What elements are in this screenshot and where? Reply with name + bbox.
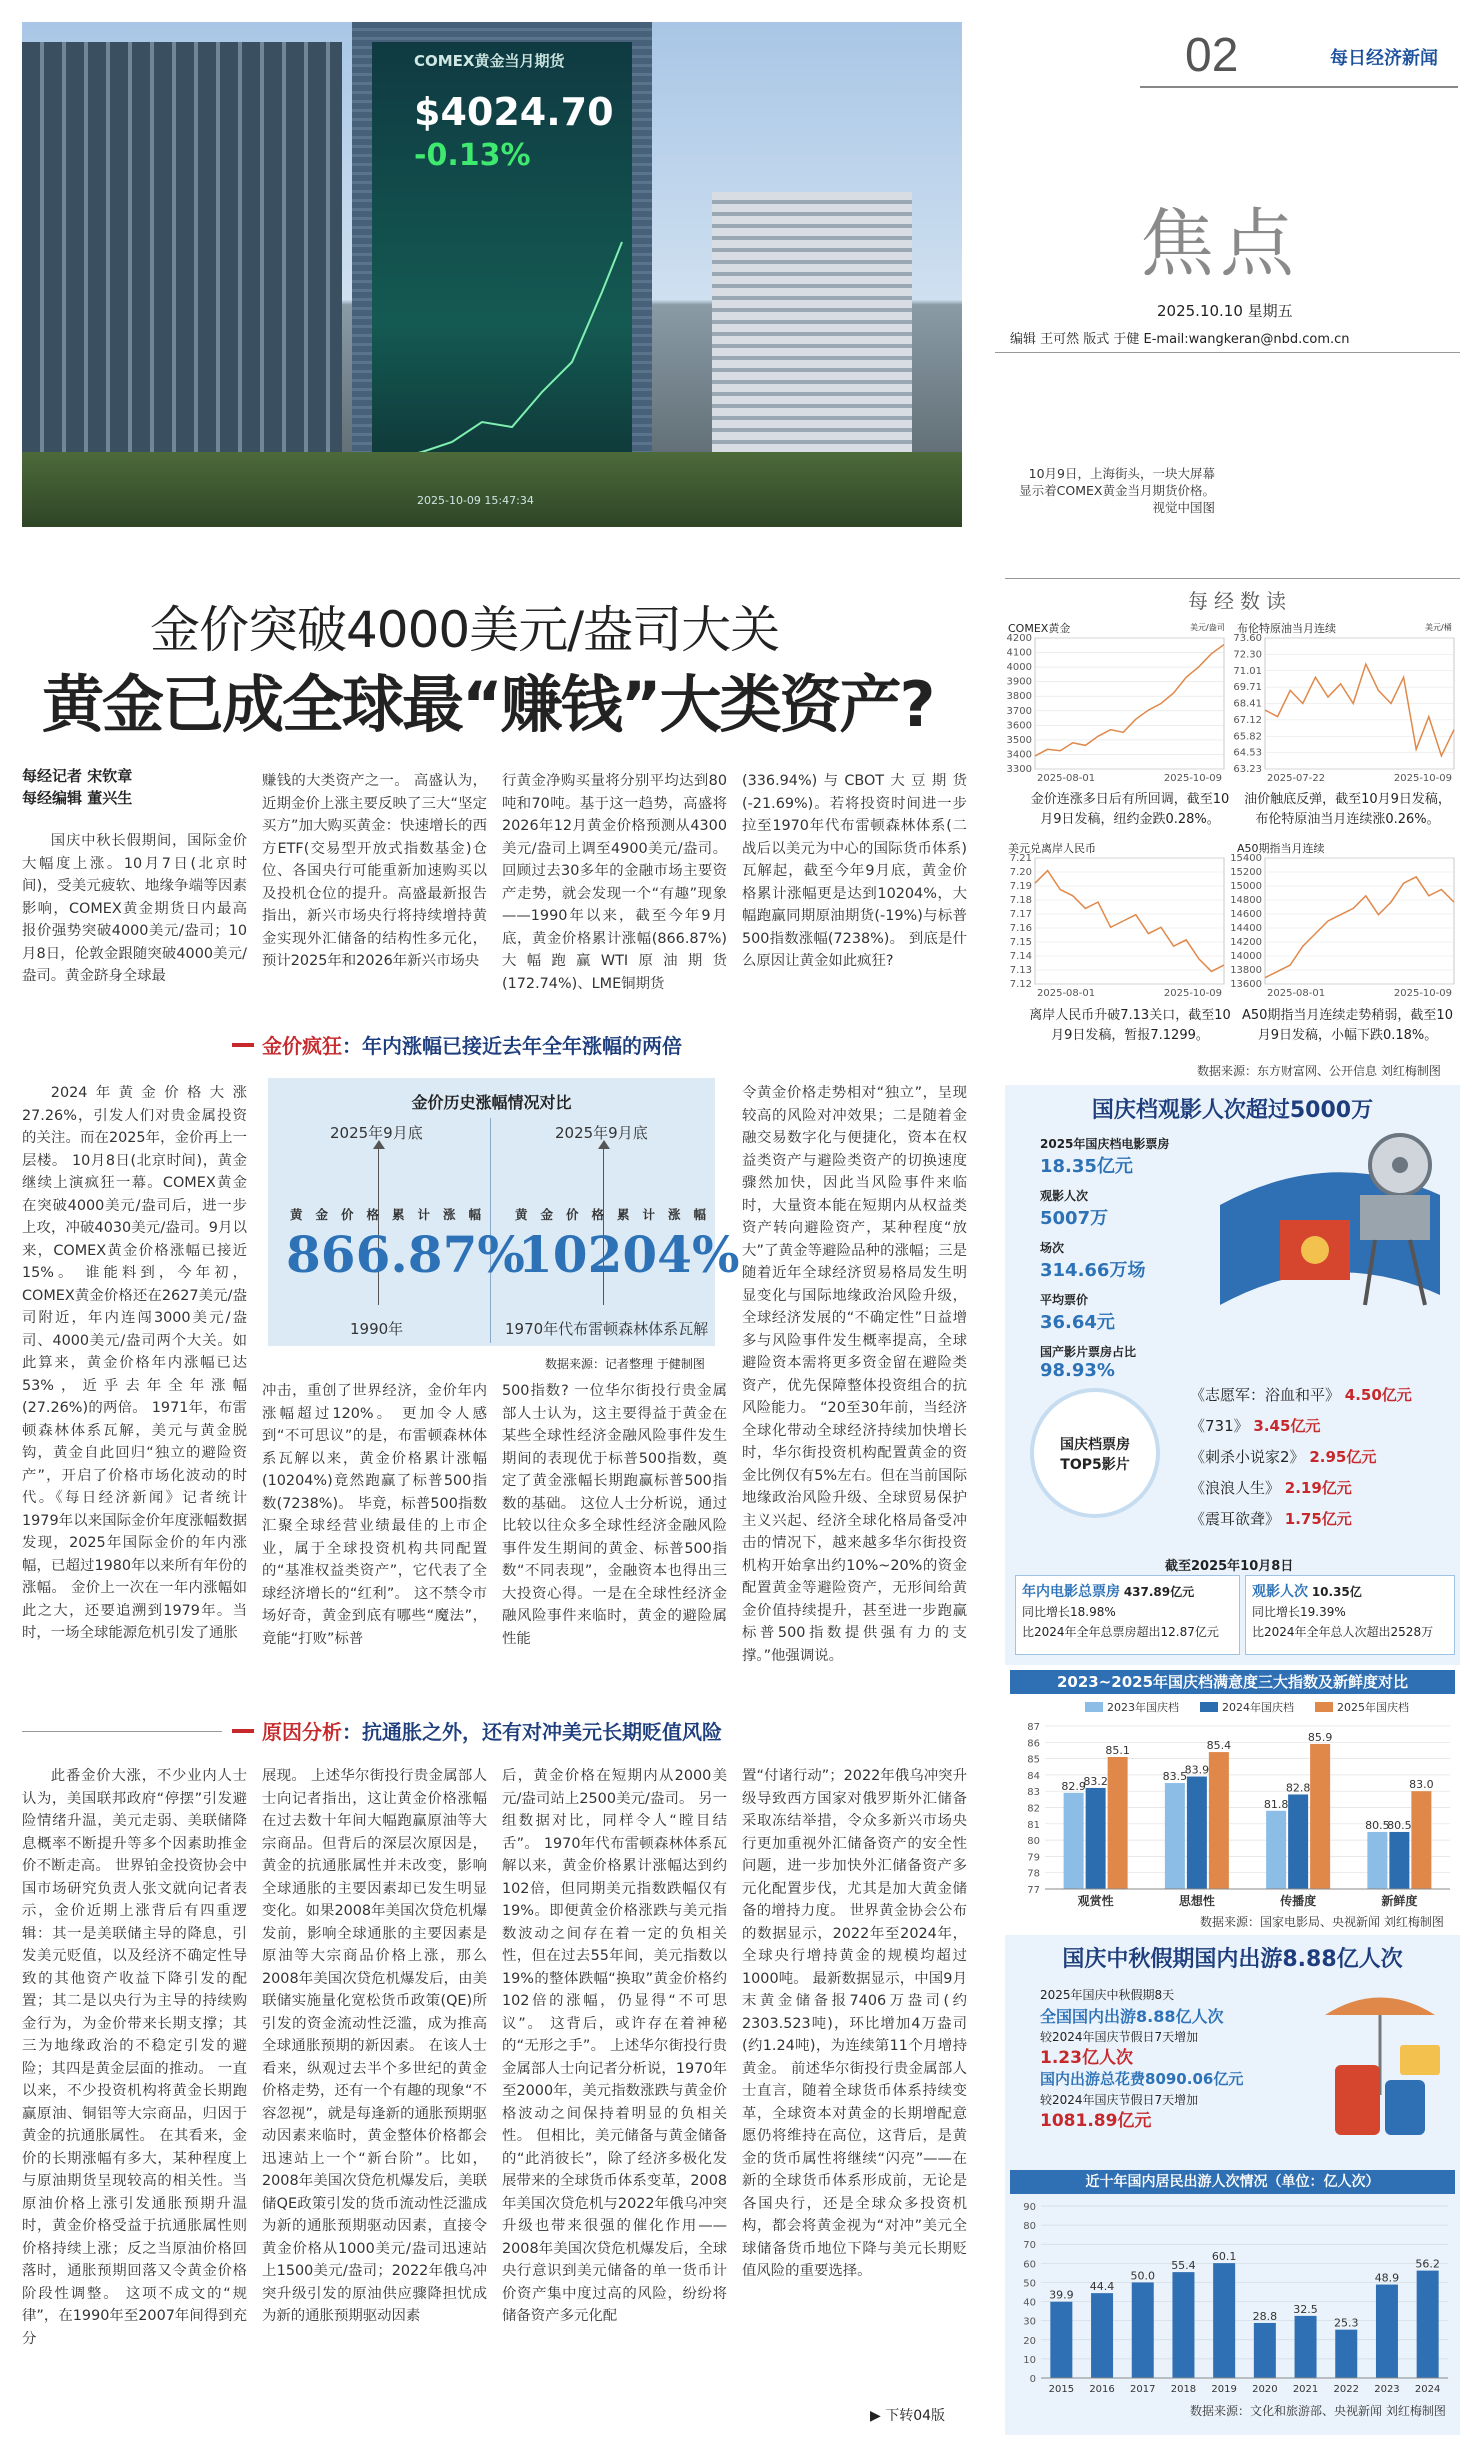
ytick-label: 70 [1023, 2240, 1036, 2252]
mini-ytick-label: 15000 [1230, 881, 1262, 892]
camera-icon [1400, 2045, 1440, 2075]
bar [1310, 1744, 1330, 1889]
top5-list [1190, 1380, 1450, 1535]
screen-time: 2025-10-09 15:47:34 [417, 494, 534, 507]
travel-line: 1081.89亿元 [1040, 2111, 1152, 2131]
xtick-label: 2017 [1130, 2384, 1156, 2395]
xtick-label: 2016 [1089, 2384, 1115, 2395]
mini-chart-title: COMEX黄金 [1008, 622, 1071, 635]
masthead-rule [1140, 86, 1458, 88]
section2-subhead [262, 1716, 722, 1745]
bar-value-label: 56.2 [1415, 2257, 1440, 2271]
headline-line2: 黄金已成全球最“赚钱”大类资产? [42, 668, 934, 741]
top5-title: 国庆档票房TOP5影片 [1060, 1437, 1130, 1473]
bar [1411, 1791, 1431, 1889]
bar [1254, 2323, 1276, 2378]
intro-col-4: (336.94%)与CBOT大豆期货(-21.69%)。若将投资时间进一步拉至1970年代布雷顿森林体系(二战后以美元为中心的国际货币体系)瓦解起，截至今年9月底，黄金价格累计涨幅更是达到10204%，大幅跑赢同期原油期货(-19%)与标普500指数涨幅(7238%)。 到底是什么原因让黄金如此疯狂? [742, 773, 967, 969]
mini-ytick-label: 14000 [1230, 951, 1262, 962]
bar [1050, 2302, 1072, 2378]
camera-body [1360, 1195, 1430, 1240]
stat-label: 平均票价 [1040, 1293, 1089, 1307]
year-box-office-line [1022, 1582, 1233, 1602]
mini-chart-title: A50期指当月连续 [1237, 842, 1325, 855]
travel-line: 较2024年国庆节假日7天增加 [1040, 2093, 1199, 2107]
stat-value: 18.35亿元 [1040, 1156, 1133, 1177]
mini-ytick-label: 3700 [1006, 705, 1032, 717]
comparison-right-desc: 黄金价格累计涨幅 [515, 1207, 720, 1222]
mini-ytick-label: 14200 [1230, 937, 1262, 948]
mini-charts [1005, 618, 1460, 1058]
bar-value-label: 80.5 [1387, 1818, 1412, 1832]
mini-ytick-label: 3800 [1006, 691, 1032, 703]
mini-chart-title: 美元兑离岸人民币 [1008, 842, 1096, 855]
mini-ytick-label: 73.60 [1233, 633, 1262, 644]
year-box-office-yoy: 同比增长18.98% [1022, 1605, 1116, 1619]
hero-photo [22, 22, 962, 527]
mini-ytick-label: 67.12 [1233, 714, 1262, 726]
bar-value-label: 60.1 [1211, 2250, 1237, 2264]
mini-ytick-label: 68.41 [1233, 698, 1262, 710]
comparison-title: 金价历史涨幅情况对比 [411, 1093, 572, 1112]
xtick-label: 2018 [1170, 2384, 1197, 2395]
year-box-office-value: 437.89亿元 [1123, 1585, 1195, 1599]
section2-col-1: 此番金价大涨，不少业内人士认为，美国联邦政府“停摆”引发避险情绪升温，美元走弱、美联储降息概率不断提升等多个因素助推金价不断走高。 世界铂金投资协会中国市场研究负责人张文就向记者表示，金价近期上涨背后有四重逻辑：其一是美联储主导的降息，引发美元贬值，以及经济不确定性导致的其他资产收益下降引发的配置；其二是以央行为主导的持续购金行为，为金价带来长期支撑；其三为地缘政治的不稳定引发的避险；其四是黄金层面的推动。 一直以来，不少投资机构将黄金长期跑赢原油、铜铝等大宗商品，归因于黄金的抗通胀属性。 在其看来，金价的长期涨幅有多大，某种程度上与原油期货呈现较高的相关性。当原油价格上涨引发通胀预期升温时，黄金价格受益于抗通胀属性则价格持续上涨；反之当原油价格回落时，通胀预期回落又令黄金价格阶段性调整。 这项不成文的“规律”，在1990年至2007年间得到充分 [22, 1768, 247, 2347]
ytick-label: 78 [1027, 1868, 1040, 1880]
ytick-label: 30 [1023, 2316, 1036, 2328]
reporter: 每经记者 宋钦章 [22, 767, 133, 785]
mini-chart-usdcnh [1005, 852, 1230, 1002]
mini-chart-a50 [1230, 852, 1460, 1002]
section1-col-1: 2024年黄金价格大涨27.26%，引发人们对贵金属投资的关注。而在2025年，金价再上一层楼。 10月8日(北京时间)，黄金继续上演疯狂一幕。COMEX黄金在突破4000美元/盎司后，进一步上攻，冲破4030美元/盎司。9月以来，COMEX黄金价格涨幅已接近15%。 谁能料到，今年初，COMEX黄金价格还在2627美元/盎司附近，年内连闯3000美元/盎司、4000美元/盎司两个大关。如此算来，黄金价格年内涨幅已达53%，近乎去年全年涨幅(27.26%)的两倍。 1971年，布雷顿森林体系瓦解，美元与黄金脱钩，黄金自此回归“独立的避险资产”，开启了价格市场化波动的时代。《每日经济新闻》记者统计1979年以来国际金价年度涨幅数据发现，2025年国际金价的年内涨幅，已超过1980年以来所有年份的涨幅。 金价上一次在一年内涨幅如此之大，还要追溯到1979年。当时，一场全球能源危机引发了通胀 [22, 1085, 247, 1641]
mini-ytick-label: 3500 [1006, 734, 1032, 746]
xtick-label: 2024 [1414, 2384, 1441, 2395]
stat-item [1040, 1291, 1170, 1334]
mini-ytick-label: 7.20 [1009, 867, 1032, 878]
bar-value-label: 50.0 [1130, 2269, 1155, 2283]
comparison-left-value: 866.87% [286, 1225, 525, 1284]
ytick-label: 20 [1023, 2335, 1036, 2347]
year-people-card [1245, 1575, 1455, 1655]
mini-chart-caption: 金价连涨多日后有所回调，截至10月9日发稿，纽约金跌0.28%。 [1030, 792, 1230, 827]
intro-col-3: 行黄金净购买量将分别平均达到80吨和70吨。基于这一趋势，高盛将2026年12月黄金价格预测从4300美元/盎司上调至4900美元/盎司。 回顾过去30多年的金融市场主要资产走势，就会发现一个“有趣”现象——1990年以来，截至今年9月底，黄金价格累计涨幅(866.87%)大幅跑赢WTI原油期货(172.74%)、LME铜期货 [502, 773, 727, 992]
ytick-label: 60 [1023, 2259, 1036, 2271]
suitcase-icon [1335, 2065, 1380, 2135]
mini-plot-frame [1265, 858, 1454, 984]
continue-label: 下转04版 [885, 2408, 946, 2424]
stat-label: 2025年国庆档电影票房 [1040, 1137, 1170, 1151]
bar-value-label: 32.5 [1293, 2302, 1318, 2316]
mini-plot-frame [1035, 858, 1224, 984]
mini-ytick-label: 64.53 [1233, 747, 1262, 759]
ytick-label: 86 [1027, 1738, 1040, 1750]
travel-illustration [1305, 1985, 1455, 2150]
bar-value-label: 85.9 [1307, 1730, 1333, 1744]
mini-ytick-label: 15400 [1230, 853, 1262, 864]
section2-col-3: 后，黄金价格在短期内从2000美元/盎司站上2500美元/盎司。 另一组数据对比，同样令人“瞠目结舌”。 1970年代布雷顿森林体系瓦解以来，黄金价格累计涨幅达到约102倍，但同期美元指数跌幅仅有19%。即便黄金价格涨跌与美元指数波动之间存在着一定的负相关性，但在过去55年间，美元指数以19%的整体跌幅“换取”黄金价格约102倍的涨幅，仍显得“不可思议”。 这背后，或许存在着神秘的“无形之手”。 上述华尔街投行贵金属部人士向记者分析说，1970年至2000年，美元指数涨跌与黄金价格波动之间保持着明显的负相关性。 但相比，美元储备与黄金储备的“此消彼长”，除了经济多极化发展带来的全球货币体系变革，2008年美国次贷危机与2022年俄乌冲突升级也带来很强的催化作用——2008年美国次贷危机爆发后，全球央行意识到美元储备的单一货币计价资产集中度过高的风险，纷纷将储备资产多元化配 [502, 1768, 727, 2324]
travel-chart-title: 近十年国内居民出游人次情况（单位：亿人次） [1010, 2170, 1455, 2194]
travel-line: 1.23亿人次 [1040, 2048, 1133, 2068]
mini-xtick-label: 2025-08-01 [1037, 988, 1096, 999]
bar-value-label: 28.8 [1252, 2309, 1278, 2323]
comparison-left-desc: 黄金价格累计涨幅 [290, 1207, 495, 1222]
mini-xtick-label: 2025-08-01 [1267, 988, 1326, 999]
film-gross: 2.95亿元 [1309, 1448, 1377, 1466]
film-gross: 1.75亿元 [1284, 1510, 1352, 1528]
caption-line: 10月9日，上海街头，一块大屏幕 [1028, 466, 1215, 481]
film-gross: 3.45亿元 [1253, 1417, 1321, 1435]
screen-price: $4024.70 [414, 90, 614, 134]
bar [1266, 1811, 1286, 1889]
legend-label: 2024年国庆档 [1222, 1701, 1294, 1714]
comparison-left-start: 1990年 [350, 1320, 404, 1338]
paper-name: 每日经济新闻 [1330, 48, 1438, 69]
year-box-office-card [1015, 1575, 1240, 1655]
travel-source: 数据来源：文化和旅游部、央视新闻 刘红梅制图 [1190, 2404, 1446, 2418]
comparison-source: 数据来源：记者整理 于健制图 [545, 1357, 705, 1371]
ytick-label: 81 [1027, 1819, 1040, 1831]
caption-line: 视觉中国图 [1152, 500, 1215, 515]
mini-xtick-label: 2025-10-09 [1163, 988, 1222, 999]
section1-col-4: 令黄金价格走势相对“独立”，呈现较高的风险对冲效果；二是随着金融交易数字化与便捷化，资本在权益类资产与避险类资产的切换速度骤然加快，因此当风险事件来临时，大量资本能在短期内从权益类资产转向避险资产，某种程度“放大”了黄金等避险品种的涨幅；三是随着近年全球经济贸易格局发生明显变化与国际地缘政治风险升级，全球经济发展的“不确定性”日益增多与风险事件发生概率提高，全球避险资本需将更多资金留在避险类资产，优先保障整体投资组合的抗风险能力。 “20至30年前，当经济全球化带动全球经济持续加快增长时，华尔街投资机构配置黄金的资金比例仅有5%左右。但在当前国际地缘政治风险升级、全球贸易保护主义兴起、经济全球化格局备受冲击的情况下，越来越多华尔街投资机构开始拿出约10%~20%的资金配置黄金等避险资产，无形间给黄金价值持续提升，甚至进一步跑赢标普500指数提供强有力的支撑。”他强调说。 [742, 1085, 967, 1664]
xtick-label: 2019 [1211, 2384, 1237, 2395]
mini-xtick-label: 2025-10-09 [1163, 773, 1222, 784]
mini-ytick-label: 3300 [1006, 764, 1032, 775]
satisfaction-source: 数据来源：国家电影局、央视新闻 刘红梅制图 [1200, 1915, 1444, 1929]
comparison-right-start: 1970年代布雷顿森林体系瓦解 [505, 1320, 709, 1338]
xtick-label: 思想性 [1178, 1894, 1215, 1908]
bar-value-label: 48.9 [1374, 2271, 1400, 2285]
year-people-line [1252, 1582, 1448, 1602]
xtick-label: 新鲜度 [1381, 1894, 1418, 1908]
mini-trend-line [1035, 645, 1224, 756]
stat-label: 场次 [1040, 1241, 1065, 1255]
ytick-label: 40 [1023, 2297, 1036, 2309]
stat-item [1040, 1187, 1170, 1230]
xtick-label: 2021 [1292, 2384, 1319, 2395]
bar-value-label: 85.4 [1206, 1739, 1232, 1753]
bar-value-label: 82.9 [1061, 1779, 1086, 1793]
ytick-label: 77 [1027, 1885, 1040, 1896]
year-people-yoy: 同比增长19.39% [1252, 1605, 1346, 1619]
travel-line: 较2024年国庆节假日7天增加 [1040, 2030, 1199, 2044]
continue-note[interactable]: ▶ 下转04版 [870, 2408, 946, 2424]
mini-chart-caption: A50期指当月连续走势稍弱，截至10月9日发稿，小幅下跌0.18%。 [1242, 1008, 1453, 1043]
caption-line: 显示着COMEX黄金当月期货价格。 [1019, 483, 1215, 498]
mini-ytick-label: 7.15 [1009, 937, 1032, 948]
bar [1389, 1832, 1409, 1889]
bar-value-label: 85.1 [1105, 1743, 1130, 1757]
divider [22, 1731, 222, 1732]
mini-ytick-label: 7.17 [1009, 909, 1032, 920]
bar [1132, 2282, 1154, 2378]
stat-value: 5007万 [1040, 1208, 1109, 1229]
travel-stats [1040, 1985, 1300, 2132]
bar-value-label: 39.9 [1049, 2288, 1074, 2302]
xtick-label: 2020 [1252, 2384, 1278, 2395]
mini-chart-caption: 油价触底反弹，截至10月9日发稿，布伦特原油当月连续涨0.26%。 [1244, 792, 1451, 827]
stat-item [1040, 1135, 1170, 1178]
intro-col-2: 赚钱的大类资产之一。 高盛认为，近期金价上涨主要反映了三大“坚定买方”加大购买黄金：快速增长的西方ETF(交易型开放式指数基金)仓位、各国央行可能重新加速购买以及投机仓位的提升。高盛最新报告指出，新兴市场央行将持续增持黄金实现外汇储备的结构性多元化，预计2025年和2026年新兴市场央 [262, 773, 487, 969]
mini-ytick-label: 65.82 [1233, 731, 1262, 743]
year-box-office-compare: 比2024年全年总票房超出12.87亿元 [1022, 1625, 1219, 1639]
mini-ytick-label: 4200 [1006, 633, 1032, 644]
mini-chart-unit: 美元/盎司 [1190, 623, 1225, 632]
mini-trend-line [1265, 877, 1454, 978]
bar-value-label: 83.2 [1083, 1774, 1108, 1788]
section2-col-2: 展现。 上述华尔街投行贵金属部人士向记者指出，这让黄金价格涨幅在过去数十年间大幅跑赢原油等大宗商品。但背后的深层次原因是，黄金的抗通胀属性并未改变，影响全球通胀的主要因素却已发生明显变化。如果2008年美国次贷危机爆发前，影响全球通胀的主要因素是原油等大宗商品价格上涨，那么2008年美国次贷危机爆发后，由美联储实施量化宽松货币政策(QE)所引发的资金流动性泛滥，成为推高全球通胀预期的新因素。 在该人士看来，纵观过去半个多世纪的黄金价格走势，还有一个有趣的现象“不容忽视”，就是每逢新的通胀预期驱动因素来临时，黄金整体价格都会迅速站上一个“新台阶”。比如，2008年美国次贷危机爆发后，美联储QE政策引发的货币流动性泛滥成为新的通胀预期驱动因素，直接令黄金价格从1000美元/盎司迅速站上1500美元/盎司；2022年俄乌冲突升级引发的原油供应骤降担忧成为新的通胀预期驱动因素 [262, 1768, 487, 2324]
bar-value-label: 55.4 [1171, 2259, 1196, 2273]
ytick-label: 83 [1027, 1787, 1040, 1799]
byline [22, 765, 132, 809]
travel-line: 全国国内出游8.88亿人次 [1040, 2007, 1224, 2026]
bar [1367, 1832, 1387, 1889]
ytick-label: 87 [1027, 1722, 1040, 1733]
film-sun [1301, 1236, 1329, 1264]
film-reel-illustration [1210, 1125, 1450, 1340]
mini-ytick-label: 63.23 [1233, 764, 1262, 775]
film-name: 《731》 [1190, 1417, 1249, 1435]
ytick-label: 85 [1027, 1754, 1040, 1766]
legend-label: 2025年国庆档 [1337, 1701, 1409, 1714]
xtick-label: 2015 [1048, 2384, 1075, 2395]
arrow-head-icon [598, 1140, 610, 1149]
bar-value-label: 83.5 [1162, 1770, 1188, 1784]
mini-ytick-label: 7.13 [1009, 965, 1032, 976]
headline-line1: 金价突破4000美元/盎司大关 [150, 601, 780, 659]
mini-xtick-label: 2025-10-09 [1393, 773, 1452, 784]
mini-ytick-label: 71.01 [1233, 665, 1262, 677]
photo-caption [995, 465, 1215, 516]
legend-swatch [1315, 1702, 1333, 1712]
mini-chart-caption: 离岸人民币升破7.13关口，截至10月9日发稿，暂报7.1299。 [1029, 1008, 1231, 1043]
divider [995, 352, 1460, 353]
data-panel-title: 每经数读 [1180, 585, 1300, 614]
stat-label: 观影人次 [1040, 1189, 1089, 1203]
ytick-label: 84 [1027, 1770, 1040, 1782]
bar [1288, 1794, 1308, 1889]
arrow-head-icon [373, 1140, 385, 1149]
camera-reel-hub [1392, 1157, 1408, 1173]
bar-value-label: 44.4 [1089, 2280, 1115, 2294]
subhead-rest: ：年内涨幅已接近去年全年涨幅的两倍 [342, 1034, 682, 1058]
travel-line: 2025年国庆中秋假期8天 [1040, 1988, 1175, 2002]
section1-col-3: 500指数? 一位华尔街投行贵金属部人士认为，这主要得益于黄金在某些全球性经济金融风险事件发生期间的表现优于标普500指数，奠定了黄金涨幅长期跑赢标普500指数的基础。 这位人士分析说，通过比较以往众多全球性经济金融风险事件发生期间的黄金、标普500指数“不同表现”，金融资本也得出三大投资心得。一是在全球性经济金融风险事件来临时，黄金的避险属性能 [502, 1383, 727, 1647]
top5-item [1190, 1380, 1450, 1411]
mini-chart-comex [1005, 632, 1230, 787]
screen-change: -0.13% [414, 138, 531, 173]
comparison-right-value: 10204% [518, 1225, 740, 1284]
bar [1086, 1788, 1106, 1889]
ytick-label: 82 [1027, 1803, 1040, 1815]
bar [1376, 2285, 1398, 2378]
year-box-office-title: 年内电影总票房 [1022, 1584, 1120, 1600]
box-office-title: 国庆档观影人次超过5000万 [1091, 1098, 1374, 1123]
mini-ytick-label: 7.19 [1009, 881, 1032, 892]
ytick-label: 79 [1027, 1852, 1040, 1864]
editor: 每经编辑 董兴生 [22, 789, 133, 807]
comparison-right-label: 2025年9月底 [555, 1124, 648, 1142]
year-people-value: 10.35亿 [1311, 1585, 1362, 1599]
xtick-label: 观赏性 [1077, 1894, 1114, 1908]
ytick-label: 80 [1027, 1836, 1040, 1848]
mini-ytick-label: 4000 [1006, 662, 1032, 674]
data-panel-source: 数据来源：东方财富网、公开信息 刘红梅制图 [1197, 1064, 1441, 1078]
bar [1108, 1757, 1128, 1889]
section-title: 焦点 [1140, 201, 1300, 287]
film-name: 《浪浪人生》 [1190, 1479, 1281, 1497]
bar-value-label: 83.0 [1409, 1778, 1434, 1792]
suitcase-icon [1385, 2080, 1425, 2135]
mini-ytick-label: 14400 [1230, 923, 1262, 934]
xtick-label: 2023 [1374, 2384, 1400, 2395]
editor-line: 编辑 王可然 版式 于健 E-mail:wangkeran@nbd.com.cn [1010, 332, 1350, 347]
bar [1213, 2263, 1235, 2378]
stat-value: 98.93% [1040, 1360, 1115, 1381]
top5-item [1190, 1473, 1450, 1504]
film-name: 《志愿军：浴血和平》 [1190, 1386, 1341, 1404]
bar [1295, 2316, 1317, 2378]
screen-title: COMEX黄金当月期货 [414, 52, 565, 70]
top5-item [1190, 1442, 1450, 1473]
ytick-label: 90 [1023, 2202, 1036, 2213]
mini-ytick-label: 7.12 [1009, 979, 1032, 990]
top5-item [1190, 1411, 1450, 1442]
satisfaction-chart [1005, 1696, 1460, 1911]
ytick-label: 0 [1029, 2374, 1036, 2385]
mini-ytick-label: 7.16 [1009, 923, 1032, 934]
bar-value-label: 25.3 [1334, 2316, 1359, 2330]
stat-item [1040, 1239, 1170, 1282]
legend-label: 2023年国庆档 [1107, 1701, 1179, 1714]
bar-value-label: 83.9 [1184, 1763, 1210, 1777]
mini-chart-unit: 美元/桶 [1425, 623, 1452, 632]
year-people-compare: 比2024年全年总人次超出2528万 [1252, 1625, 1434, 1639]
mini-ytick-label: 7.18 [1009, 895, 1032, 906]
trees [22, 452, 962, 527]
ytick-label: 10 [1023, 2354, 1036, 2366]
subhead-bar [232, 1043, 254, 1047]
mini-chart-brent [1235, 632, 1460, 787]
film-gross: 4.50亿元 [1344, 1386, 1412, 1404]
cutoff-date: 截至2025年10月8日 [1165, 1559, 1294, 1574]
mini-ytick-label: 7.14 [1009, 951, 1032, 962]
bar-value-label: 82.8 [1285, 1781, 1311, 1795]
subhead-emphasis: 金价疯狂 [262, 1034, 342, 1058]
mini-xtick-label: 2025-07-22 [1267, 773, 1326, 784]
section1-subhead [262, 1030, 682, 1059]
mini-ytick-label: 3400 [1006, 749, 1032, 761]
ytick-label: 50 [1023, 2278, 1036, 2290]
bar [1209, 1752, 1229, 1889]
stat-item [1040, 1343, 1170, 1381]
page-number: 02 [1185, 29, 1239, 82]
intro-col-1: 国庆中秋长假期间，国际金价大幅度上涨。10月7日(北京时间)，受美元疲软、地缘争端等因素影响，COMEX黄金期货日内最高报价强势突破4000美元/盎司；10月8日，伦敦金跟随突破4000美元/盎司。黄金跻身全球最 [22, 833, 247, 984]
film-name: 《刺杀小说家2》 [1190, 1448, 1305, 1466]
subhead-emphasis: 原因分析 [262, 1720, 342, 1744]
bar-value-label: 81.8 [1263, 1797, 1289, 1811]
travel-title: 国庆中秋假期国内出游8.88亿人次 [1062, 1947, 1403, 1972]
xtick-label: 传播度 [1280, 1894, 1317, 1908]
section1-col-2: 冲击，重创了世界经济，金价年内涨幅超过120%。 更加令人感到“不可思议”的是，布雷顿森林体系瓦解以来，黄金价格累计涨幅(10204%)竟然跑赢了标普500指数(7238%)。 毕竟，标普500指数汇聚全球经营业绩最佳的上市企业，属于全球投资机构共同配置的“基准权益类资产”，它代表了全球经济增长的“红利”。 这不禁令市场好奇，黄金到底有哪些“魔法”，竟能“打败”标普 [262, 1383, 487, 1647]
bar [1187, 1777, 1207, 1889]
xtick-label: 2022 [1333, 2384, 1359, 2395]
umbrella-icon [1325, 1998, 1435, 2016]
mini-xtick-label: 2025-08-01 [1037, 773, 1096, 784]
bar [1064, 1793, 1084, 1889]
film-gross: 2.19亿元 [1284, 1479, 1352, 1497]
mini-chart-title: 布伦特原油当月连续 [1237, 622, 1336, 635]
satisfaction-title: 2023~2025年国庆档满意度三大指数及新鲜度对比 [1010, 1670, 1455, 1694]
mini-ytick-label: 3900 [1006, 676, 1032, 688]
legend-swatch [1085, 1702, 1103, 1712]
film-name: 《震耳欲聋》 [1190, 1510, 1281, 1528]
mini-ytick-label: 72.30 [1233, 649, 1262, 661]
legend-swatch [1200, 1702, 1218, 1712]
bar-value-label: 80.5 [1365, 1818, 1390, 1832]
ytick-label: 80 [1023, 2221, 1036, 2233]
bar [1165, 1783, 1185, 1889]
bar [1335, 2330, 1357, 2378]
travel-line: 国内出游总花费8090.06亿元 [1040, 2070, 1244, 2088]
subhead-bar [232, 1729, 254, 1733]
mini-trend-line [1265, 664, 1454, 756]
box-office-stats [1040, 1135, 1170, 1381]
mini-xtick-label: 2025-10-09 [1393, 988, 1452, 999]
subhead-rest: ：抗通胀之外，还有对冲美元长期贬值风险 [342, 1720, 722, 1744]
year-people-title: 观影人次 [1252, 1584, 1308, 1600]
comparison-left-label: 2025年9月底 [330, 1124, 423, 1142]
top5-item [1190, 1504, 1450, 1535]
mini-ytick-label: 3600 [1006, 720, 1032, 732]
mini-ytick-label: 15200 [1230, 867, 1262, 878]
bar [1091, 2293, 1113, 2378]
mini-ytick-label: 13600 [1230, 979, 1262, 990]
bar [1417, 2271, 1439, 2378]
stat-value: 36.64元 [1040, 1312, 1115, 1333]
mini-ytick-label: 14800 [1230, 895, 1262, 906]
stat-label: 国产影片票房占比 [1040, 1345, 1137, 1359]
mini-ytick-label: 7.21 [1009, 853, 1032, 864]
section2-col-4: 置“付诸行动”；2022年俄乌冲突升级导致西方国家对俄罗斯外汇储备采取冻结举措，令众多新兴市场央行更加重视外汇储备资产的安全性问题，进一步加快外汇储备资产多元化配置步伐，尤其是加大黄金储备的增持力度。 世界黄金协会公布的数据显示，2022年至2024年，全球央行增持黄金的规模均超过1000吨。 最新数据显示，中国9月末黄金储备报7406万盎司(约2303.523吨)，环比增加4万盎司(约1.24吨)，为连续第11个月增持黄金。 前述华尔街投行贵金属部人士直言，随着全球货币体系持续变革，全球资本对黄金的长期增配意愿仍将维持在高位，这背后，是黄金的货币属性将继续“闪亮”——在新的全球货币体系形成前，无论是各国央行，还是全球众多投资机构，都会将黄金视为“对冲”美元全球储备货币地位下降与美元长期贬值风险的重要选择。 [742, 1768, 967, 2279]
mini-ytick-label: 69.71 [1233, 682, 1262, 694]
mini-ytick-label: 13800 [1230, 965, 1262, 976]
bar [1172, 2272, 1194, 2378]
stat-value: 314.66万场 [1040, 1260, 1146, 1281]
issue-date: 2025.10.10 星期五 [1157, 302, 1293, 320]
mini-ytick-label: 4100 [1006, 647, 1032, 659]
mini-ytick-label: 14600 [1230, 909, 1262, 920]
travel-chart [1005, 2198, 1460, 2396]
